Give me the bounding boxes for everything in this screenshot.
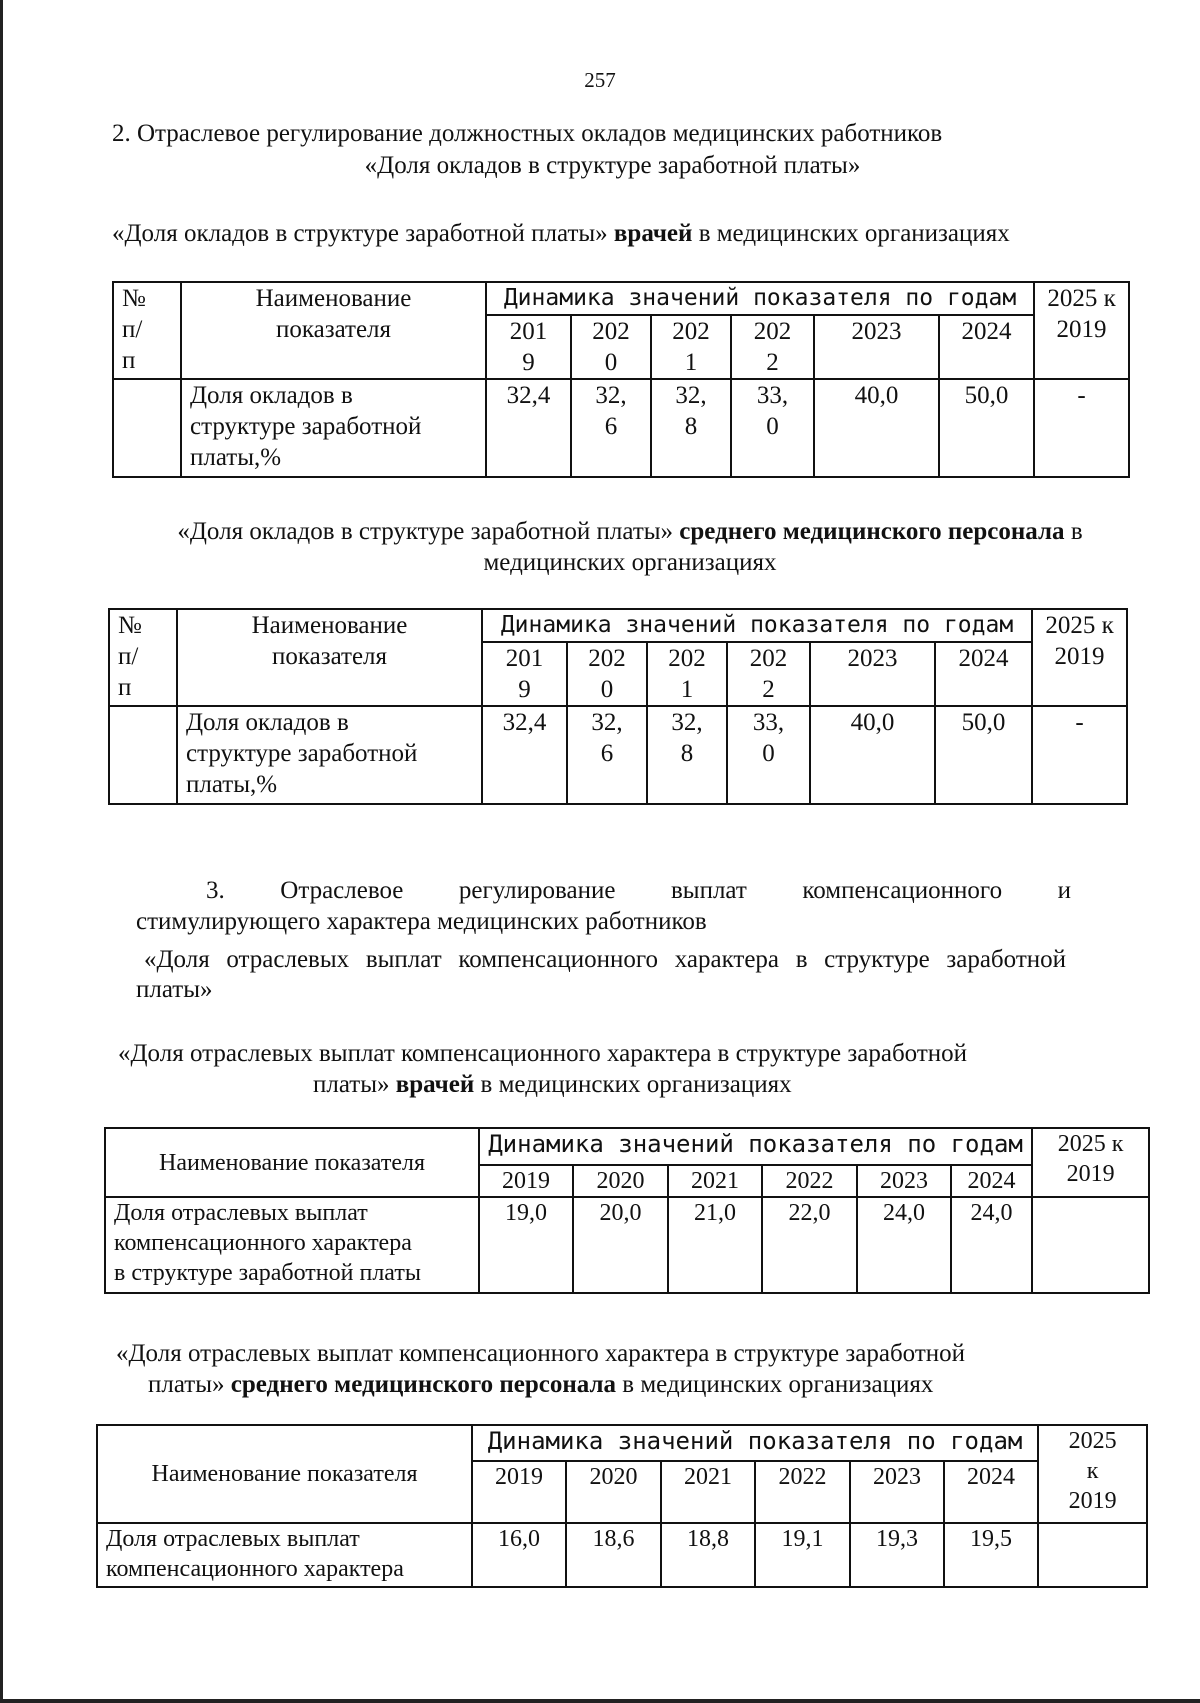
value-cell: 22,0 [762,1197,857,1293]
header-ratio: 2025 к 2019 [1034,282,1129,379]
header-dynamics: Динамика значений показателя по годам [472,1425,1038,1461]
year-cell: 2024 [951,1165,1032,1197]
value-cell: 19,3 [850,1523,944,1587]
table-b-caption-line2: медицинских организациях [483,549,777,576]
year-cell: 201 9 [482,642,567,706]
row-name: Доля отраслевых выплат компенсационного характера [97,1523,472,1587]
value-cell: 50,0 [939,379,1034,477]
caption-text: в медицинских организациях [622,1371,934,1398]
table-b-caption [0,516,1200,547]
year-cell: 2020 [566,1461,661,1523]
value-cell: 40,0 [810,706,935,804]
year-cell: 2023 [850,1461,944,1523]
caption-text: «Доля окладов в структуре заработной платы» [177,518,674,545]
header-name: Наименование показателя [97,1425,472,1523]
header-ratio: 2025 к 2019 [1032,609,1127,706]
caption-text: платы» [148,1371,225,1398]
page-number: 257 [584,68,616,92]
table-a-caption [112,218,1010,249]
header-number: № п/ п [109,609,177,706]
value-cell: 32, 8 [647,706,727,804]
scan-edge [0,0,3,1703]
ratio-cell [1038,1523,1147,1587]
row-number [109,706,177,804]
value-cell: 19,1 [755,1523,850,1587]
year-cell: 202 0 [571,315,651,379]
table-d-caption: «Доля отраслевых выплат компенсационного характера в структуре заработной [116,1340,966,1367]
year-cell: 201 9 [486,315,571,379]
year-cell: 202 1 [647,642,727,706]
caption-text: в [1070,518,1083,545]
header-dynamics: Динамика значений показателя по годам [482,609,1032,642]
row-name: Доля окладов в структуре заработной платы,% [181,379,486,477]
section-3-subtitle-line2: платы» [136,976,213,1003]
ratio-cell: - [1034,379,1129,477]
year-cell: 2024 [935,642,1032,706]
year-cell: 202 2 [727,642,810,706]
year-cell: 2024 [944,1461,1038,1523]
year-cell: 2019 [472,1461,566,1523]
value-cell: 32, 6 [571,379,651,477]
caption-text: платы» [313,1071,390,1098]
value-cell: 32, 8 [651,379,731,477]
value-cell: 50,0 [935,706,1032,804]
year-cell: 2022 [762,1165,857,1197]
year-cell: 2023 [814,315,939,379]
row-name: Доля окладов в структуре заработной платы,% [177,706,482,804]
value-cell: 19,0 [479,1197,573,1293]
year-cell: 202 1 [651,315,731,379]
section-3-title: 3. Отраслевое регулирование выплат компенсационного и [206,877,1071,904]
header-number: № п/ п [113,282,181,379]
row-name: Доля отраслевых выплат компенсационного характера в структуре заработной платы [105,1197,479,1293]
value-cell: 16,0 [472,1523,566,1587]
value-cell: 32, 6 [567,706,647,804]
year-cell: 202 0 [567,642,647,706]
table-d-caption-line2 [148,1369,933,1400]
value-cell: 18,6 [566,1523,661,1587]
year-cell: 2023 [810,642,935,706]
value-cell: 40,0 [814,379,939,477]
caption-bold: врачей [395,1071,475,1098]
year-cell: 2022 [755,1461,850,1523]
value-cell: 33, 0 [731,379,814,477]
caption-bold: среднего медицинского персонала [230,1371,617,1398]
table-c-caption: «Доля отраслевых выплат компенсационного характера в структуре заработной [118,1040,968,1067]
section-2-title: 2. Отраслевое регулирование должностных окладов медицинских работников [112,120,943,147]
value-cell: 32,4 [482,706,567,804]
header-name: Наименование показателя [177,609,482,706]
value-cell: 24,0 [951,1197,1032,1293]
value-cell: 33, 0 [727,706,810,804]
table-d [96,1424,1148,1588]
caption-text: в медицинских организациях [698,220,1010,247]
ratio-cell: - [1032,706,1127,804]
scan-edge-bottom [0,1699,1200,1703]
year-cell: 2021 [668,1165,762,1197]
year-cell: 2020 [573,1165,668,1197]
caption-bold: среднего медицинского персонала [679,518,1065,545]
header-dynamics: Динамика значений показателя по годам [479,1128,1032,1165]
caption-bold: врачей [613,220,693,247]
value-cell: 24,0 [857,1197,951,1293]
value-cell: 18,8 [661,1523,755,1587]
table-b [108,608,1128,805]
year-cell: 2019 [479,1165,573,1197]
year-cell: 2021 [661,1461,755,1523]
value-cell: 20,0 [573,1197,668,1293]
header-ratio: 2025 к 2019 [1032,1128,1149,1197]
section-2-subtitle: «Доля окладов в структуре заработной платы» [364,152,861,179]
caption-text: в медицинских организациях [480,1071,792,1098]
value-cell: 19,5 [944,1523,1038,1587]
value-cell: 21,0 [668,1197,762,1293]
table-c [104,1127,1150,1294]
year-cell: 202 2 [731,315,814,379]
year-cell: 2023 [857,1165,951,1197]
value-cell: 32,4 [486,379,571,477]
header-name: Наименование показателя [105,1128,479,1197]
caption-text: «Доля окладов в структуре заработной платы» [112,220,608,247]
section-3-title-line2: стимулирующего характера медицинских работников [136,908,707,935]
row-number [113,379,181,477]
header-ratio: 2025 к 2019 [1038,1425,1147,1523]
table-a [112,281,1130,478]
header-name: Наименование показателя [181,282,486,379]
section-3-subtitle: «Доля отраслевых выплат компенсационного характера в структуре заработной [144,946,1066,973]
ratio-cell [1032,1197,1149,1293]
year-cell: 2024 [939,315,1034,379]
header-dynamics: Динамика значений показателя по годам [486,282,1034,315]
table-c-caption-line2 [313,1069,792,1100]
